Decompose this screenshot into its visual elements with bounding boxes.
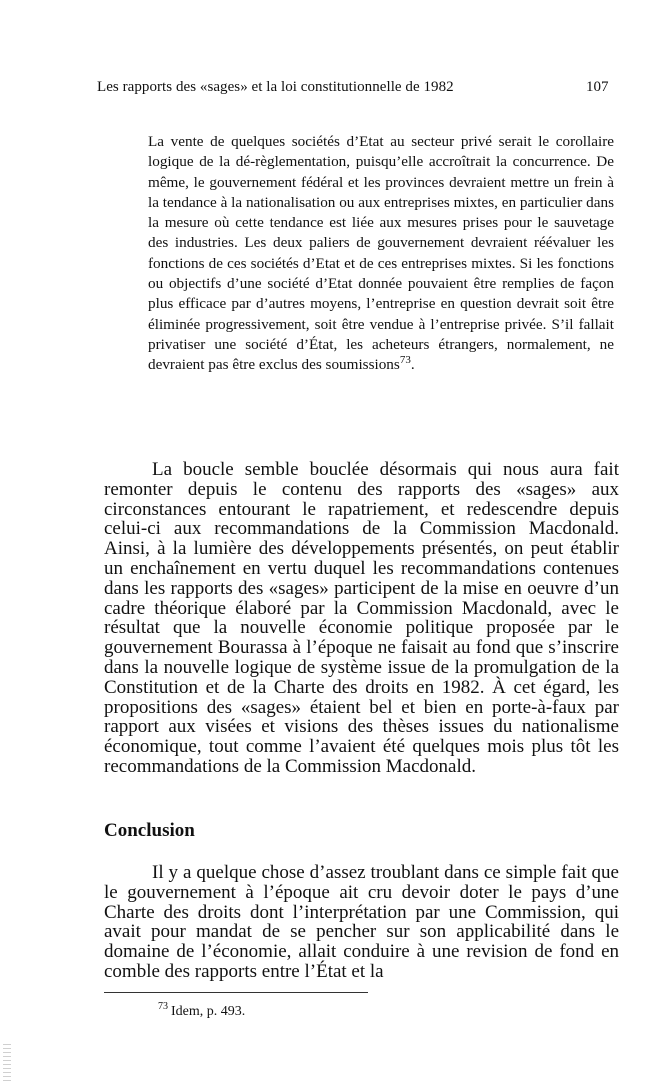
page-number: 107 <box>586 79 609 95</box>
footnote <box>158 1003 245 1021</box>
footnote-text: Idem, p. 493. <box>171 1004 246 1019</box>
footnote-divider <box>104 992 368 993</box>
section-heading: Conclusion <box>104 820 195 841</box>
block-quote <box>148 132 614 376</box>
quote-text: La vente de quelques sociétés d’Etat au secteur privé serait le corollaire logique de la dé-règlementation, puisqu’elle accroîtrait la concurrence. De même, le gouvernement fédéral et les provinces devraient mettre un frein à la tendance à la nationalisation ou aux entreprises mixtes, en particulier dans la mesure où cette tendance est liée aux mesures prises pour le sauvetage des industries. Les deux paliers de gouvernement devraient réévaluer les fonctions de ces sociétés d’Etat et de ces entreprises mixtes. Si les fonctions ou objectifs d’une société d’Etat donnée pouvaient être remplies de façon plus efficace par d’autres moyens, l’entreprise en question devrait soit être éliminée progressivement, soit être vendue à l’entreprise privée. S’il fallait privatiser une société d’État, les acheteurs étrangers, normalement, ne devraient pas être exclus des soumissions <box>148 133 614 374</box>
scan-artifact <box>3 1044 11 1082</box>
body-paragraph-1: La boucle semble bouclée désormais qui nous aura fait remonter depuis le contenu des rapports des «sages» aux circonstances entourant le rapatriement, et redescendre depuis celui-ci aux recommandations de la Commission Macdonald. Ainsi, à la lumière des développements présentés, on peut établir un enchaînement en vertu duquel les recommandations contenues dans les rapports des «sages» participent de la mise en oeuvre d’un cadre théorique élaboré par la Commission Macdonald, avec le résultat que la nouvelle économie politique proposée par le gouvernement Bourassa à l’époque ne faisait au fond que s’inscrire dans la nouvelle logique de système issue de la promulgation de la Constitution et de la Charte des droits en 1982. À cet égard, les propositions des «sages» étaient bel et bien en porte-à-faux par rapport aux visées et visions des thèses issues du nationalisme économique, tout comme l’avaient été quelques mois plus tôt les recommandations de la Commission Macdonald. <box>104 459 619 777</box>
body-paragraph-2: Il y a quelque chose d’assez troublant dans ce simple fait que le gouvernement à l’époque ait cru devoir doter le pays d’une Charte des droits dont l’interprétation par une Commission, qui avait pour mandat de se pencher sur son applicabilité dans le domaine de l’économie, allait conduire à une revision de fond en comble des rapports entre l’État et la <box>104 862 619 982</box>
quote-end-punctuation: . <box>410 356 415 374</box>
footnote-reference[interactable]: 73 <box>399 354 411 367</box>
footnote-number: 73 <box>158 1001 168 1013</box>
running-head: Les rapports des «sages» et la loi constitutionnelle de 1982 <box>97 79 454 95</box>
